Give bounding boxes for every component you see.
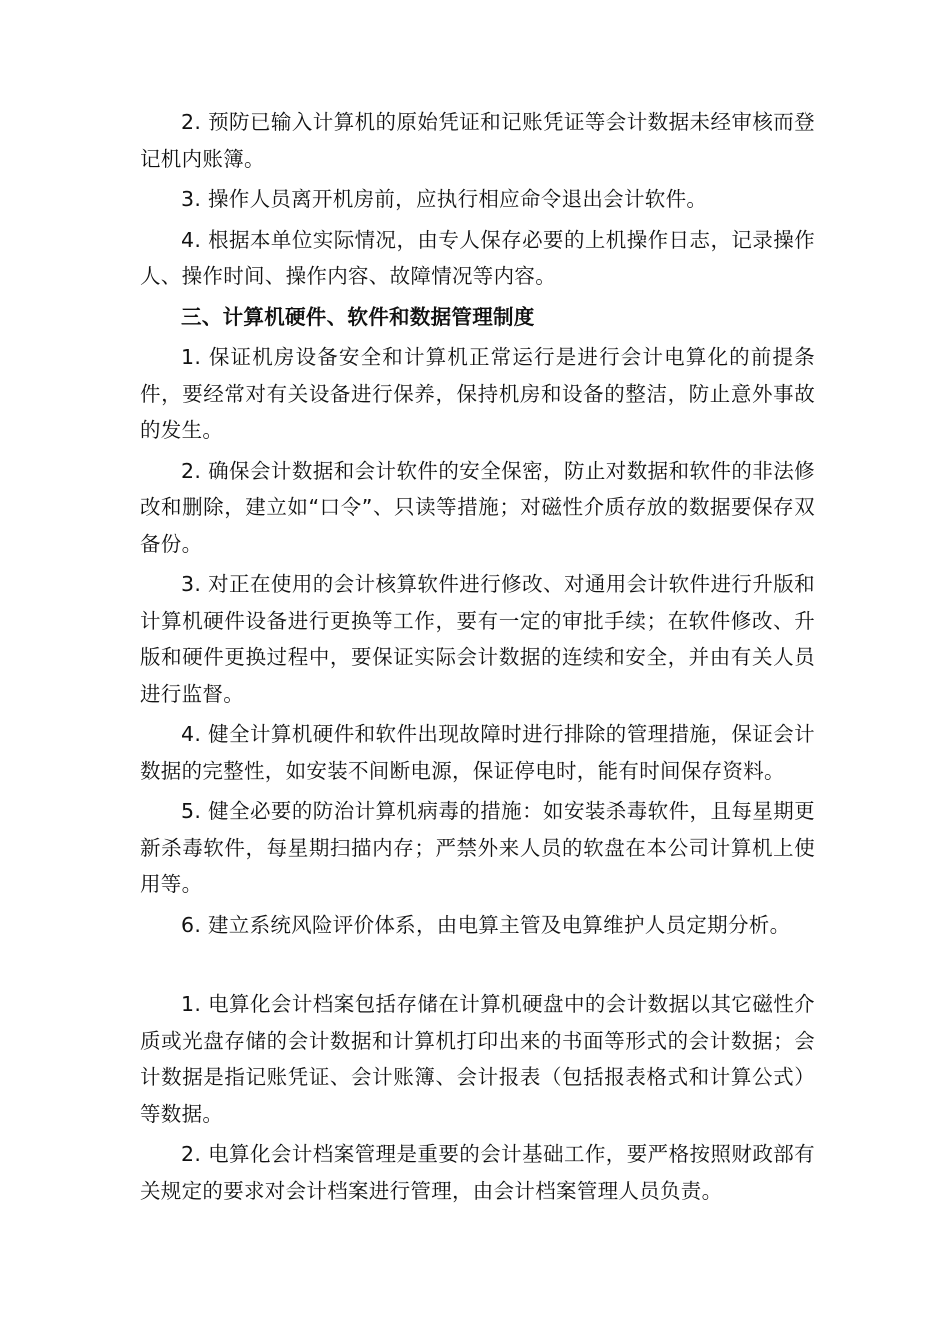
section-paragraph-2: 2. 确保会计数据和会计软件的安全保密，防止对数据和软件的非法修改和删除，建立如“口令”、只读等措施；对磁性介质存放的数据要保存双备份。	[140, 458, 815, 556]
blank-gap	[140, 947, 815, 986]
paragraph-item-3: 3. 操作人员离开机房前，应执行相应命令退出会计软件。	[181, 187, 708, 211]
document-body	[140, 104, 815, 1213]
archive-paragraph-1: 1. 电算化会计档案包括存储在计算机硬盘中的会计数据以其它磁性介质或光盘存储的会计数据和计算机打印出来的书面等形式的会计数据；会计数据是指记账凭证、会计账簿、会计报表（包括报表格式和计算公式）等数据。	[140, 992, 815, 1126]
section-heading: 三、计算机硬件、软件和数据管理制度	[181, 304, 535, 329]
archive-paragraph-2: 2. 电算化会计档案管理是重要的会计基础工作，要严格按照财政部有关规定的要求对会计档案进行管理，由会计档案管理人员负责。	[140, 1142, 815, 1203]
section-paragraph-4: 4. 健全计算机硬件和软件出现故障时进行排除的管理措施，保证会计数据的完整性，如安装不间断电源，保证停电时，能有时间保存资料。	[140, 722, 815, 783]
paragraph-item-2: 2. 预防已输入计算机的原始凭证和记账凭证等会计数据未经审核而登记机内账簿。	[140, 110, 815, 171]
section-paragraph-5: 5. 健全必要的防治计算机病毒的措施：如安装杀毒软件，且每星期更新杀毒软件，每星期扫描内存；严禁外来人员的软盘在本公司计算机上使用等。	[140, 799, 815, 896]
section-paragraph-6: 6. 建立系统风险评价体系，由电算主管及电算维护人员定期分析。	[181, 912, 791, 937]
section-paragraph-1: 1. 保证机房设备安全和计算机正常运行是进行会计电算化的前提条件，要经常对有关设备进行保养，保持机房和设备的整洁，防止意外事故的发生。	[140, 345, 815, 442]
section-paragraph-3: 3. 对正在使用的会计核算软件进行修改、对通用会计软件进行升版和计算机硬件设备进行更换等工作，要有一定的审批手续；在软件修改、升版和硬件更换过程中，要保证实际会计数据的连续和安全，并由有关人员进行监督。	[140, 572, 815, 706]
paragraph-item-4: 4. 根据本单位实际情况，由专人保存必要的上机操作日志，记录操作人、操作时间、操作内容、故障情况等内容。	[140, 227, 815, 288]
